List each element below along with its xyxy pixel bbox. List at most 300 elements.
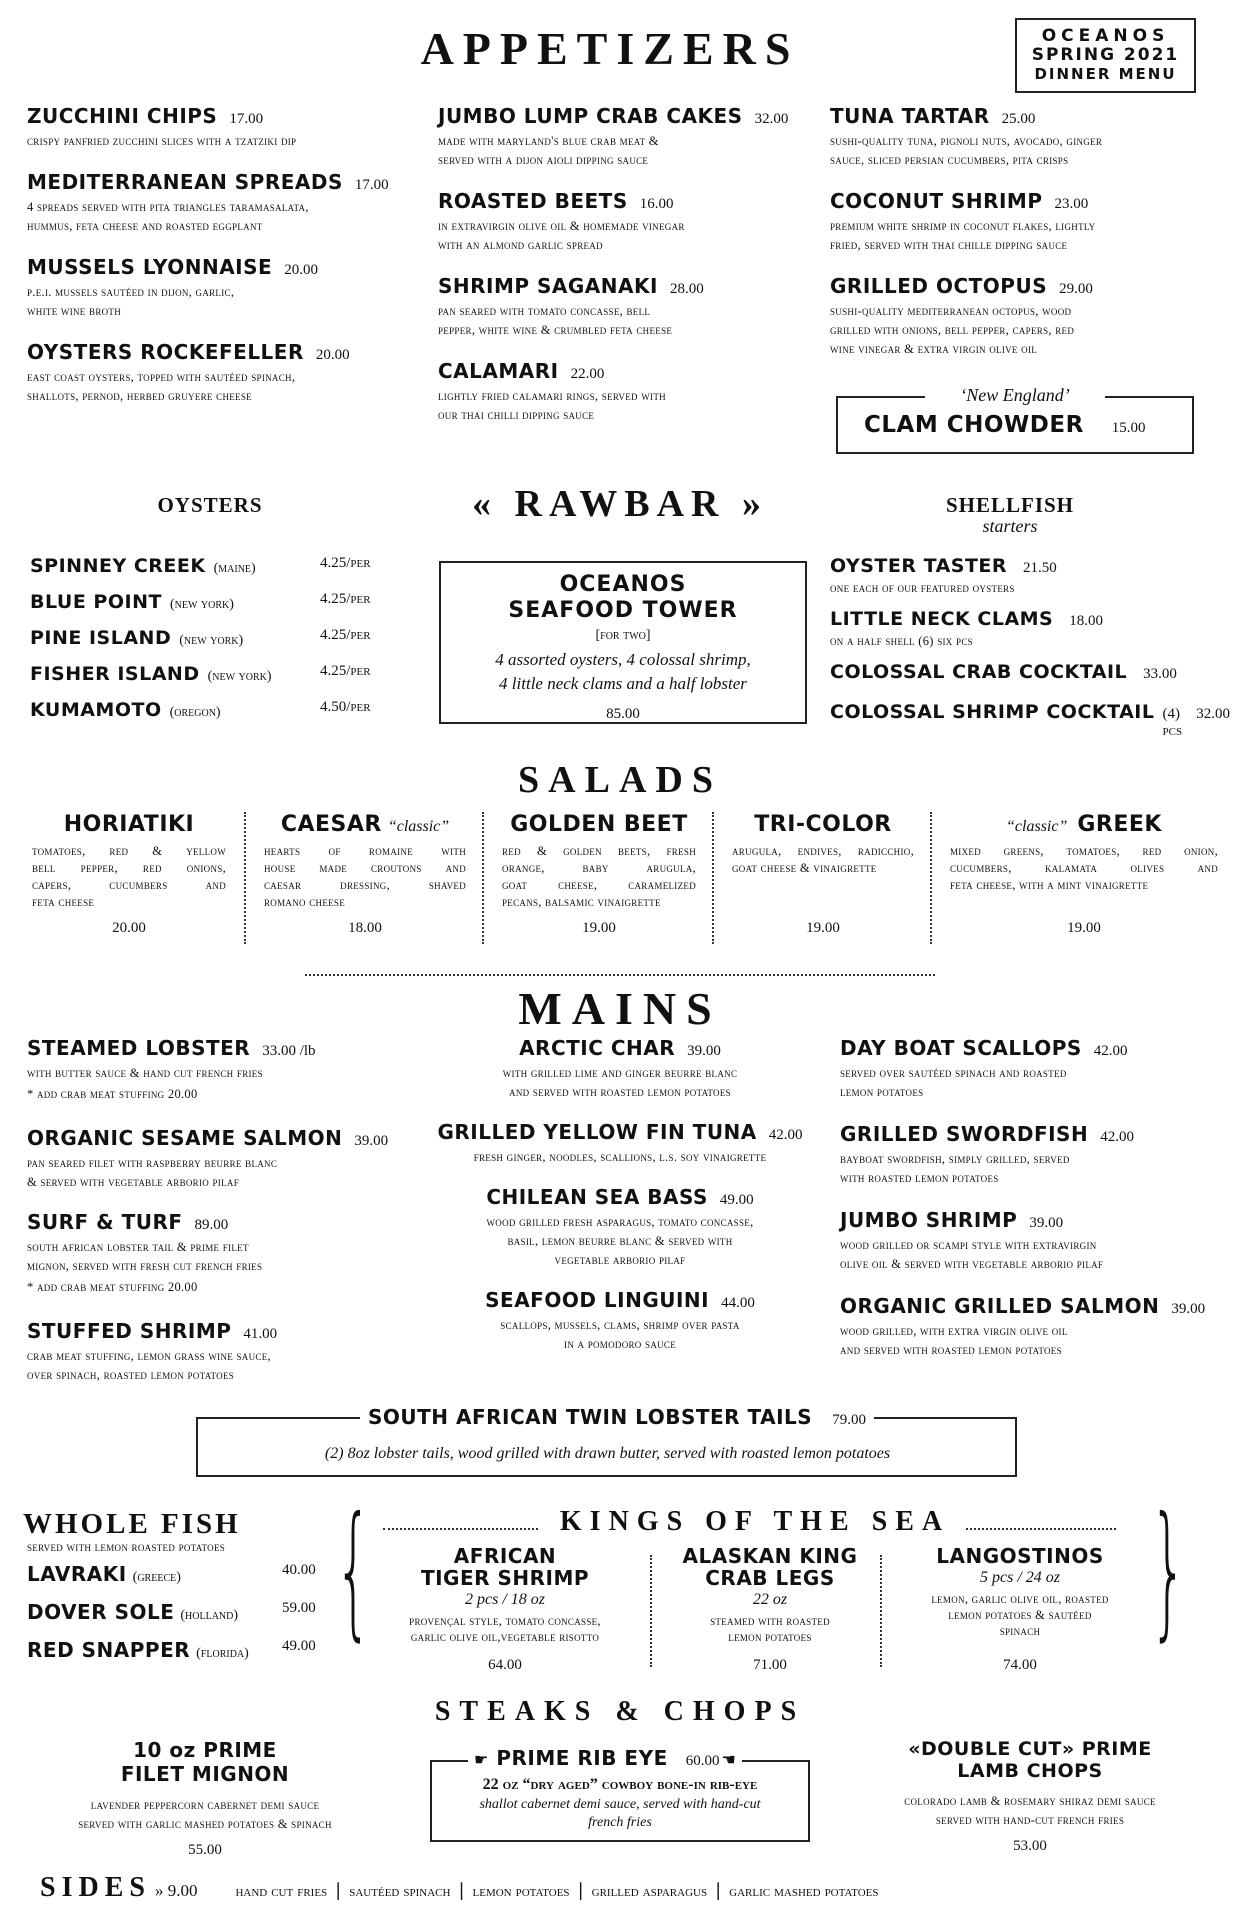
ribeye-name: PRIME RIB EYE (496, 1746, 668, 1770)
oyster-origin: (new york) (207, 669, 272, 684)
main-item (840, 1122, 1240, 1188)
salad-name: HORIATIKI (63, 812, 195, 837)
lamb-name-2: LAMB CHOPS (957, 1760, 1103, 1782)
lamb-item (860, 1738, 1200, 1855)
main-item (430, 1036, 810, 1102)
kings-item (660, 1545, 880, 1675)
menu-item (830, 189, 1230, 255)
rawbar-title: « RAWBAR » (472, 483, 768, 525)
oyster-name: KUMAMOTO (30, 699, 162, 721)
item-name: JUMBO LUMP CRAB CAKES (438, 104, 743, 128)
menu-item (27, 104, 427, 151)
main-desc-line: lemon potatoes (840, 1085, 924, 1099)
main-heading (840, 1294, 1240, 1318)
filet-name-2: FILET MIGNON (120, 1762, 290, 1786)
salad-name: GREEK (1077, 812, 1162, 837)
kings-dots-left (383, 1528, 538, 1530)
main-price: 39.00 (1029, 1215, 1064, 1231)
salad-heading (938, 812, 1230, 837)
item-price: 20.00 (284, 262, 318, 278)
kings-name-1: AFRICAN (453, 1544, 557, 1568)
whole-fish-row (27, 1638, 327, 1676)
kings-item (360, 1545, 650, 1675)
menu-item-heading (830, 274, 1230, 298)
item-desc-line: pan seared with tomato concasse, bell (438, 304, 651, 318)
salad-desc-line: tomatoes, red & yellow (32, 844, 226, 858)
kings-desc-line: lemon, garlic olive oil, roasted (931, 1592, 1109, 1606)
main-name: ARCTIC CHAR (519, 1036, 676, 1060)
salad-heading (252, 812, 478, 837)
tower-line1: OCEANOS (559, 572, 687, 597)
oyster-origin: (new york) (179, 633, 244, 648)
main-name: SURF & TURF (27, 1210, 183, 1234)
fish-price: 49.00 (282, 1638, 316, 1654)
salad-desc-line: caesar dressing, shaved (264, 878, 466, 892)
item-price: 28.00 (669, 281, 704, 297)
oyster-row (30, 627, 400, 663)
menu-item-heading (830, 189, 1230, 213)
kings-qty: 5 pcs / 24 oz (980, 1569, 1060, 1586)
oyster-name: BLUE POINT (30, 591, 162, 613)
main-price: 39.00 (354, 1133, 389, 1149)
salad-item (490, 812, 708, 952)
main-desc-line: served over sautéed spinach and roasted (840, 1066, 1067, 1080)
whole-fish-title: WHOLE FISH (23, 1508, 241, 1540)
sides-title: SIDES (40, 1872, 151, 1903)
sides-row (40, 1872, 879, 1904)
salad-desc-line: house made croutons and (264, 861, 466, 875)
salad-desc (720, 843, 926, 877)
oyster-name: SPINNEY CREEK (30, 555, 206, 577)
item-desc-line: served with a dijon aioli dipping sauce (438, 153, 649, 167)
item-description (830, 302, 1230, 359)
side-item: lemon potatoes (472, 1883, 570, 1900)
item-desc-line: crispy panfried zucchini slices with a tzatziki dip (27, 134, 297, 148)
filet-name-1: 10 oz PRIME (133, 1738, 277, 1762)
main-price: 49.00 (719, 1192, 754, 1208)
oyster-origin: (oregon) (169, 705, 221, 720)
kings-price: 71.00 (753, 1657, 787, 1673)
sides-separator: | (577, 1880, 584, 1901)
salad-desc (938, 843, 1230, 894)
item-desc-line: sauce, sliced persian cucumbers, pita crisps (830, 153, 1069, 167)
kings-qty: 2 pcs / 18 oz (465, 1591, 545, 1608)
item-price: 16.00 (639, 196, 674, 212)
salad-divider (930, 812, 932, 944)
shellfish-title: SHELLFISH (945, 493, 1075, 517)
menu-item (438, 359, 818, 425)
menu-item-heading (27, 255, 427, 279)
item-desc-line: pepper, white wine & crumbled feta cheese (438, 323, 673, 337)
main-desc-line: and served with roasted lemon potatoes (509, 1085, 731, 1099)
item-price: 17.00 (229, 111, 264, 127)
main-price: 42.00 (1100, 1129, 1134, 1145)
item-desc-line: lightly fried calamari rings, served with (438, 389, 666, 403)
main-heading (27, 1036, 427, 1060)
main-desc-line: over spinach, roasted lemon potatoes (27, 1368, 235, 1382)
sides-list (235, 1880, 878, 1901)
salad-price: 19.00 (806, 920, 840, 936)
menu-item-heading (27, 340, 427, 364)
oyster-row (30, 555, 400, 591)
main-price: 42.00 (1093, 1043, 1128, 1059)
oyster-price: 4.25/per (320, 627, 371, 643)
menu-item-heading (830, 104, 1230, 128)
fish-origin: (florida) (196, 1646, 249, 1661)
salad-desc-line: cucumbers, kalamata olives and (950, 861, 1218, 875)
kings-row (360, 1545, 1150, 1675)
salad-desc-line: bell pepper, red onions, (32, 861, 226, 875)
item-desc-line: 4 spreads served with pita triangles taramasalata, (27, 200, 309, 214)
main-desc-line: basil, lemon beurre blanc & served with (507, 1234, 733, 1248)
salad-divider (482, 812, 484, 944)
kings-divider (650, 1555, 652, 1667)
shellfish-price: 18.00 (1069, 613, 1103, 629)
shellfish-price: 32.00 (1196, 706, 1230, 722)
lamb-desc-2: served with hand-cut french fries (935, 1813, 1125, 1827)
shellfish-name: COLOSSAL SHRIMP COCKTAIL (830, 701, 1155, 723)
shellfish-price: 21.50 (1023, 560, 1057, 576)
main-name: STUFFED SHRIMP (27, 1319, 232, 1343)
item-price: 25.00 (1001, 111, 1036, 127)
kings-item (890, 1545, 1150, 1675)
menu-item (830, 274, 1230, 359)
main-heading (430, 1288, 810, 1312)
main-desc-line: in a pomodoro sauce (563, 1337, 677, 1351)
shellfish-item (830, 661, 1230, 683)
main-item (27, 1210, 427, 1297)
main-desc-line: fresh ginger, noodles, scallions, l.s. soy vinaigrette (473, 1150, 767, 1164)
right-brace-icon: } (1150, 1486, 1187, 1655)
ribeye-line1: 22 oz “dry aged” cowboy bone-in rib-eye (482, 1776, 758, 1793)
whole-fish-row (27, 1562, 327, 1600)
item-price: 20.00 (315, 347, 350, 363)
main-desc-line: wood grilled, with extra virgin olive oil (840, 1324, 1068, 1338)
item-price: 17.00 (354, 177, 389, 193)
main-item (27, 1036, 427, 1104)
item-desc-line: white wine broth (27, 304, 122, 318)
menu-item (438, 274, 818, 340)
item-desc-line: sushi-quality tuna, pignoli nuts, avocado, ginger (830, 134, 1103, 148)
item-desc-line: with an almond garlic spread (438, 238, 603, 252)
main-heading (430, 1120, 810, 1144)
mains-col-3 (840, 1036, 1240, 1380)
main-desc-line: with butter sauce & hand cut french fries (27, 1066, 263, 1080)
mains-divider (305, 974, 935, 976)
menu-item-heading (27, 170, 427, 194)
item-name: CALAMARI (438, 359, 559, 383)
fish-origin: (holland) (180, 1608, 239, 1623)
salad-desc-line: romano cheese (264, 895, 346, 909)
main-name: ORGANIC SESAME SALMON (27, 1126, 343, 1150)
kings-desc-line: spinach (999, 1624, 1041, 1638)
shellfish-name: LITTLE NECK CLAMS (830, 608, 1054, 630)
sides-separator: | (458, 1880, 465, 1901)
tower-note: [for two] (595, 628, 651, 643)
lamb-price: 53.00 (1013, 1838, 1047, 1854)
salad-desc-line: capers, cucumbers and (32, 878, 226, 892)
item-name: OYSTERS ROCKEFELLER (27, 340, 304, 364)
salad-desc-line: mixed greens, tomatoes, red onion, (950, 844, 1218, 858)
main-heading (840, 1036, 1240, 1060)
mains-col-1 (27, 1036, 427, 1385)
oyster-row (30, 699, 400, 735)
salad-desc-line: red & golden beets, fresh (502, 844, 696, 858)
main-desc-line: & served with vegetable arborio pilaf (27, 1175, 239, 1189)
main-heading (27, 1319, 427, 1343)
main-price: 33.00 /lb (262, 1043, 316, 1059)
badge-season: SPRING 2021 (1031, 45, 1180, 65)
appetizers-col-2 (438, 104, 818, 444)
menu-badge (1015, 18, 1196, 93)
oyster-row (30, 591, 400, 627)
side-item: hand cut fries (235, 1883, 328, 1900)
shellfish-heading (830, 608, 1230, 630)
sides-separator: | (715, 1880, 722, 1901)
salad-desc (252, 843, 478, 911)
menu-item-heading (438, 359, 818, 383)
main-name: JUMBO SHRIMP (840, 1208, 1018, 1232)
salad-name: CAESAR (280, 812, 382, 837)
shellfish-name: OYSTER TASTER (830, 555, 1008, 577)
main-price: 42.00 (768, 1127, 803, 1143)
oyster-name: FISHER ISLAND (30, 663, 200, 685)
oyster-list (30, 555, 400, 735)
item-desc-line: in extravirgin olive oil & homemade vinegar (438, 219, 685, 233)
item-description (830, 132, 1230, 170)
shellfish-heading (830, 661, 1230, 683)
menu-item-heading (438, 274, 818, 298)
pointing-hand-right-icon: ☚ (721, 1750, 736, 1769)
item-name: ZUCCHINI CHIPS (27, 104, 218, 128)
salads-title: SALADS (518, 759, 722, 801)
main-item (27, 1319, 427, 1385)
menu-item (438, 104, 818, 170)
main-desc-line: vegetable arborio pilaf (554, 1253, 686, 1267)
item-description (27, 132, 427, 151)
salad-item (20, 812, 238, 952)
salad-name: TRI-COLOR (754, 812, 892, 837)
menu-item (438, 189, 818, 255)
menu-item (830, 104, 1230, 170)
item-price: 32.00 (754, 111, 789, 127)
main-price: 44.00 (721, 1295, 755, 1311)
kings-price: 64.00 (488, 1657, 522, 1673)
pointing-hand-left-icon: ☛ (474, 1750, 489, 1769)
oyster-price: 4.25/per (320, 555, 371, 571)
main-item (840, 1294, 1240, 1360)
item-description (27, 283, 427, 321)
kings-desc-line: provençal style, tomato concasse, (409, 1614, 601, 1628)
main-desc-line: scallops, mussels, clams, shrimp over pasta (500, 1318, 740, 1332)
shellfish-list (830, 555, 1230, 758)
item-description (438, 217, 818, 255)
main-name: SEAFOOD LINGUINI (485, 1288, 710, 1312)
ribeye-heading (468, 1746, 742, 1770)
filet-price: 55.00 (188, 1842, 222, 1858)
menu-item (27, 255, 427, 321)
fish-price: 40.00 (282, 1562, 316, 1578)
item-desc-line: our thai chilli dipping sauce (438, 408, 595, 422)
chowder-price: 15.00 (1111, 420, 1146, 436)
item-desc-line: shallots, pernod, herbed gruyere cheese (27, 389, 252, 403)
tower-desc-2: 4 little neck clams and a half lobster (499, 674, 747, 693)
main-item (430, 1120, 810, 1167)
item-name: MEDITERRANEAN SPREADS (27, 170, 343, 194)
kings-name-2: TIGER SHRIMP (420, 1566, 590, 1590)
fish-name: DOVER SOLE (27, 1600, 175, 1624)
ribeye-desc-2: french fries (588, 1815, 652, 1830)
salad-tag: “classic” (387, 818, 450, 835)
shellfish-name: COLOSSAL CRAB COCKTAIL (830, 661, 1128, 683)
kings-price: 74.00 (1003, 1657, 1037, 1673)
tower-line2: SEAFOOD TOWER (508, 598, 738, 623)
item-price: 29.00 (1059, 281, 1093, 297)
chowder-item (864, 412, 1146, 438)
fish-origin: (greece) (132, 1570, 181, 1585)
main-heading (840, 1122, 1240, 1146)
item-description (438, 132, 818, 170)
side-item: sautéed spinach (349, 1883, 451, 1900)
oyster-origin: (new york) (169, 597, 234, 612)
item-name: TUNA TARTAR (830, 104, 990, 128)
main-name: GRILLED YELLOW FIN TUNA (437, 1120, 757, 1144)
salad-price: 19.00 (582, 920, 616, 936)
item-description (27, 368, 427, 406)
main-price: 39.00 (687, 1043, 721, 1059)
main-desc-line: south african lobster tail & prime filet (27, 1240, 249, 1254)
salad-divider (244, 812, 246, 944)
lobster-tails-price: 79.00 (832, 1412, 866, 1428)
main-heading (27, 1126, 427, 1150)
chowder-name: CLAM CHOWDER (864, 412, 1084, 438)
lamb-name-1: «DOUBLE CUT» PRIME (908, 1738, 1152, 1760)
salad-item (720, 812, 926, 952)
lobster-tails-heading (360, 1405, 874, 1429)
kings-title: KINGS OF THE SEA (559, 1506, 951, 1537)
oyster-price: 4.25/per (320, 663, 371, 679)
tower-desc-1: 4 assorted oysters, 4 colossal shrimp, (495, 650, 751, 669)
item-desc-line: made with maryland's blue crab meat & (438, 134, 659, 148)
tower-price: 85.00 (606, 706, 640, 722)
main-desc-line: olive oil & served with vegetable arborio pilaf (840, 1257, 1104, 1271)
item-desc-line: hummus, feta cheese and roasted eggplant (27, 219, 263, 233)
main-item (430, 1185, 810, 1270)
sides-price: » 9.00 (154, 1881, 198, 1900)
main-name: CHILEAN SEA BASS (486, 1185, 708, 1209)
chowder-tag: ‘New England’ (925, 385, 1105, 406)
item-name: MUSSELS LYONNAISE (27, 255, 273, 279)
main-desc-line: pan seared filet with raspberry beurre blanc (27, 1156, 278, 1170)
badge-menu: DINNER MENU (1034, 65, 1177, 83)
main-item (430, 1288, 810, 1354)
ribeye-desc-1: shallot cabernet demi sauce, served with hand-cut (479, 1797, 761, 1812)
salad-item (938, 812, 1230, 952)
shellfish-desc: one each of our featured oysters (830, 581, 1015, 595)
salad-price: 19.00 (1067, 920, 1101, 936)
oyster-price: 4.25/per (320, 591, 371, 607)
filet-desc-2: served with garlic mashed potatoes & spinach (78, 1817, 332, 1831)
shellfish-heading (830, 701, 1230, 740)
item-desc-line: grilled with onions, bell pepper, capers, red (830, 323, 1075, 337)
main-desc-line: with roasted lemon potatoes (840, 1171, 999, 1185)
main-desc-line: wood grilled or scampi style with extravirgin (840, 1238, 1097, 1252)
left-brace-icon: { (335, 1486, 372, 1655)
item-desc-line: fried, served with thai chille dipping sauce (830, 238, 1068, 252)
appetizers-title: APPETIZERS (420, 23, 800, 74)
shellfish-item (830, 555, 1230, 598)
main-price: 41.00 (243, 1326, 278, 1342)
salad-price: 18.00 (348, 920, 382, 936)
kings-name-2: CRAB LEGS (705, 1566, 835, 1590)
mains-title: MAINS (518, 983, 722, 1034)
salad-desc-line: pecans, balsamic vinaigrette (502, 895, 661, 909)
side-item: grilled asparagus (591, 1883, 708, 1900)
salad-heading (720, 812, 926, 837)
item-name: ROASTED BEETS (438, 189, 628, 213)
lobster-tails-desc: (2) 8oz lobster tails, wood grilled with drawn butter, served with roasted lemon potatoes (324, 1445, 891, 1462)
item-desc-line: east coast oysters, topped with sautéed spinach, (27, 370, 296, 384)
main-desc-line: crab meat stuffing, lemon grass wine sauce, (27, 1349, 271, 1363)
oyster-price: 4.50/per (320, 699, 371, 715)
main-price: 89.00 (194, 1217, 229, 1233)
kings-name-1: ALASKAN KING (682, 1544, 858, 1568)
salad-heading (20, 812, 238, 837)
item-desc-line: premium white shrimp in coconut flakes, lightly (830, 219, 1096, 233)
item-price: 23.00 (1054, 196, 1089, 212)
item-name: SHRIMP SAGANAKI (438, 274, 658, 298)
kings-divider (880, 1555, 882, 1667)
salad-heading (490, 812, 708, 837)
whole-fish-list (27, 1562, 327, 1676)
shellfish-heading (830, 555, 1230, 577)
side-item: garlic mashed potatoes (729, 1883, 879, 1900)
mains-col-2 (430, 1036, 810, 1372)
salad-desc-line: feta cheese, with a mint vinaigrette (950, 878, 1149, 892)
main-item (27, 1126, 427, 1192)
main-heading (840, 1208, 1240, 1232)
salads-row (20, 812, 1230, 952)
oysters-title: OYSTERS (157, 493, 263, 517)
item-desc-line: sushi-quality mediterranean octopus, wood (830, 304, 1072, 318)
item-name: GRILLED OCTOPUS (830, 274, 1048, 298)
item-name: COCONUT SHRIMP (830, 189, 1043, 213)
menu-item (27, 170, 427, 236)
main-name: DAY BOAT SCALLOPS (840, 1036, 1082, 1060)
main-heading (430, 1036, 810, 1060)
filet-desc-1: lavender peppercorn cabernet demi sauce (90, 1798, 320, 1812)
kings-dots-right (966, 1528, 1116, 1530)
item-desc-line: p.e.i. mussels sautéed in dijon, garlic, (27, 285, 235, 299)
steaks-title: STEAKS & CHOPS (434, 1696, 806, 1727)
main-name: ORGANIC GRILLED SALMON (840, 1294, 1160, 1318)
sides-separator: | (335, 1880, 342, 1901)
main-desc-line: mignon, served with fresh cut french fries (27, 1259, 263, 1273)
seafood-tower-box (439, 561, 807, 724)
whole-fish-subtitle: served with lemon roasted potatoes (27, 1540, 226, 1554)
menu-item-heading (27, 104, 427, 128)
appetizers-col-3 (830, 104, 1230, 378)
item-price: 22.00 (570, 366, 605, 382)
menu-item-heading (438, 189, 818, 213)
shellfish-qty: (4) pcs (1162, 706, 1183, 739)
whole-fish-row (27, 1600, 327, 1638)
shellfish-item (830, 701, 1230, 740)
salad-desc-line: hearts of romaine with (264, 844, 466, 858)
salad-desc (490, 843, 708, 911)
filet-item (40, 1738, 370, 1859)
item-description (27, 198, 427, 236)
